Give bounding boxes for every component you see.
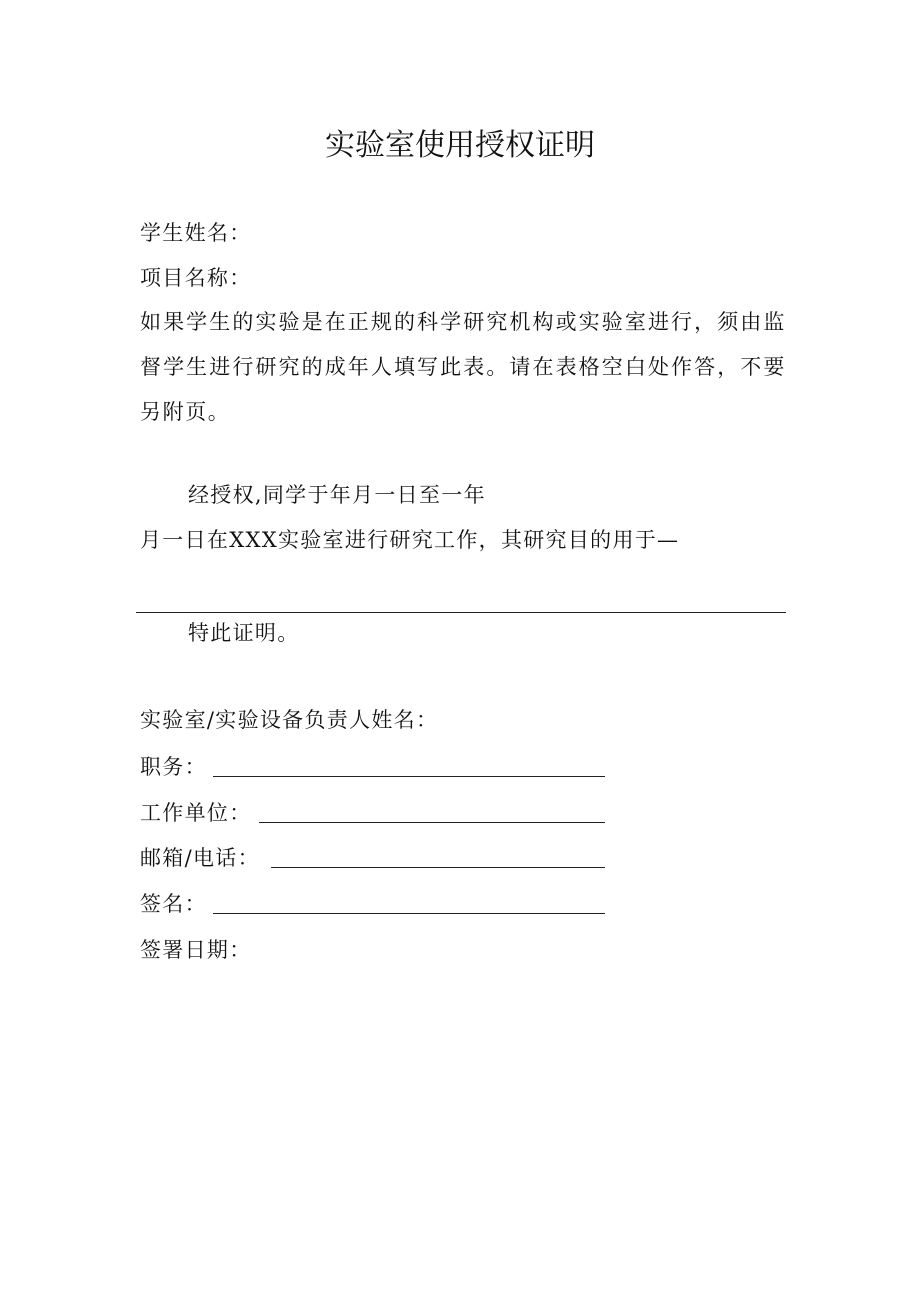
student-name-label: 学生姓名： [140,221,252,245]
work-unit-label: 工作单位： [140,801,252,825]
position-label: 职务： [140,755,207,779]
certify-statement: 特此证明。 [188,621,300,645]
page-title: 实验室使用授权证明 [325,128,595,163]
project-name-label: 项目名称： [140,266,252,290]
purpose-blank-line[interactable] [136,612,786,613]
authorization-line-1: 经授权,同学于年月一日至一年 [188,483,486,507]
instructions-paragraph: 如果学生的实验是在正规的科学研究机构或实验室进行，须由监督学生进行研究的成年人填写此表。请在表格空白处作答，不要另附页。 [140,310,786,424]
work-unit-blank-line[interactable] [259,822,605,823]
supervisor-name-label: 实验室/实验设备负责人姓名： [140,708,439,732]
authorization-line-2: 月一日在XXX实验室进行研究工作，其研究目的用于— [140,528,680,552]
position-blank-line[interactable] [213,776,605,777]
email-phone-blank-line[interactable] [271,867,605,868]
signature-label: 签名： [140,892,207,916]
signature-blank-line[interactable] [213,913,605,914]
signing-date-label: 签署日期： [140,938,252,962]
email-phone-label: 邮箱/电话： [140,846,260,870]
